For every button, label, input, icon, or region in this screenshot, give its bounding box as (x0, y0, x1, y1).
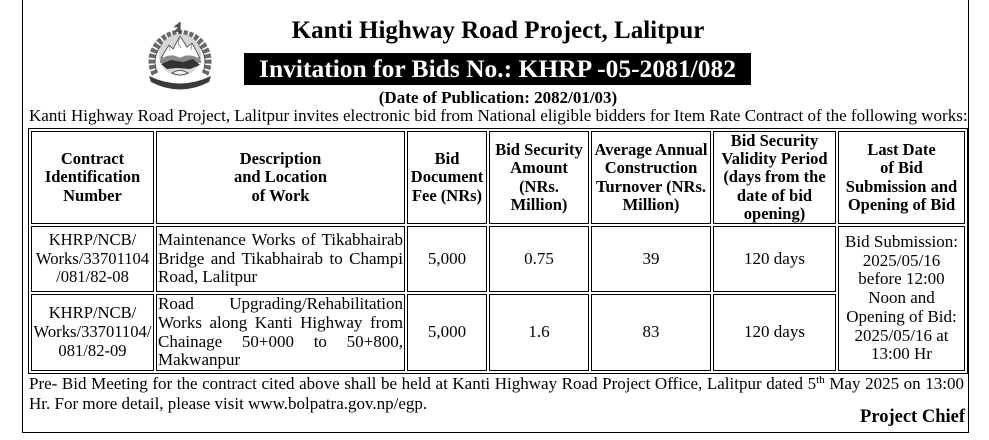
validity-period-cell: 120 days (713, 226, 836, 292)
document-fee-header: Bid Document Fee (NRs) (407, 131, 487, 224)
document-fee-cell: 5,000 (407, 294, 487, 371)
publication-date: (Date of Publication: 2082/01/03) (378, 88, 618, 107)
turnover-header: Average Annual Construction Turnover (NRs. Million) (591, 131, 711, 224)
work-description-cell: Road Upgrading/Rehabilitation Works along Kanti Highway from Chainage 50+000 to 50+800, Makwanpur (158, 294, 403, 370)
contract-id-header: Contract Identification Number (31, 131, 154, 224)
signatory: Project Chief (860, 407, 965, 427)
validity-period-header: Bid Security Validity Period (days from the date of bid opening) (713, 131, 836, 224)
turnover-cell: 39 (591, 226, 711, 292)
table-row (31, 294, 965, 371)
security-amount-header: Bid Security Amount (NRs. Million) (489, 131, 589, 224)
last-date-cell: Bid Submission: 2025/05/16 before 12:00 Noon and Opening of Bid: 2025/05/16 at 13:00 Hr (838, 226, 965, 371)
table-header-row (31, 131, 965, 224)
description-header: Description and Location of Work (156, 131, 405, 224)
pre-bid-text-end: May 2025 on 13:00 Hr. For more detail, please visit www.bolpatra.gov.np/egp. (29, 374, 965, 413)
validity-period-cell: 120 days (713, 294, 836, 371)
last-date-header: Last Date of Bid Submission and Opening of Bid (838, 131, 965, 224)
work-description-cell: Maintenance Works of Tikabhairab Bridge and Tikabhairab to Champi Road, Lalitpur (156, 226, 405, 292)
security-amount-cell: 1.6 (489, 294, 589, 371)
table-row (31, 226, 965, 292)
contract-id-cell: KHRP/NCB/ Works/33701104 /081/82-08 (31, 226, 154, 292)
pre-bid-text-start: Pre- Bid Meeting for the contract cited above shall be held at Kanti Highway Road Project Office, Lalitpur dated 5 (29, 374, 817, 393)
intro-text: Kanti Highway Road Project, Lalitpur invites electronic bid from National eligible bidders for Item Rate Contract of the following works: (29, 106, 968, 125)
bid-table (28, 128, 968, 374)
ordinal-suffix: th (816, 374, 825, 386)
document-fee-cell: 5,000 (407, 226, 487, 292)
contract-id-cell: KHRP/NCB/ Works/33701104/ 081/82-09 (31, 294, 154, 371)
pre-bid-notice (29, 374, 964, 414)
security-amount-cell: 0.75 (489, 226, 589, 292)
turnover-cell: 83 (591, 294, 711, 371)
invitation-banner: Invitation for Bids No.: KHRP -05-2081/082 (244, 53, 751, 85)
project-title: Kanti Highway Road Project, Lalitpur (291, 17, 705, 44)
